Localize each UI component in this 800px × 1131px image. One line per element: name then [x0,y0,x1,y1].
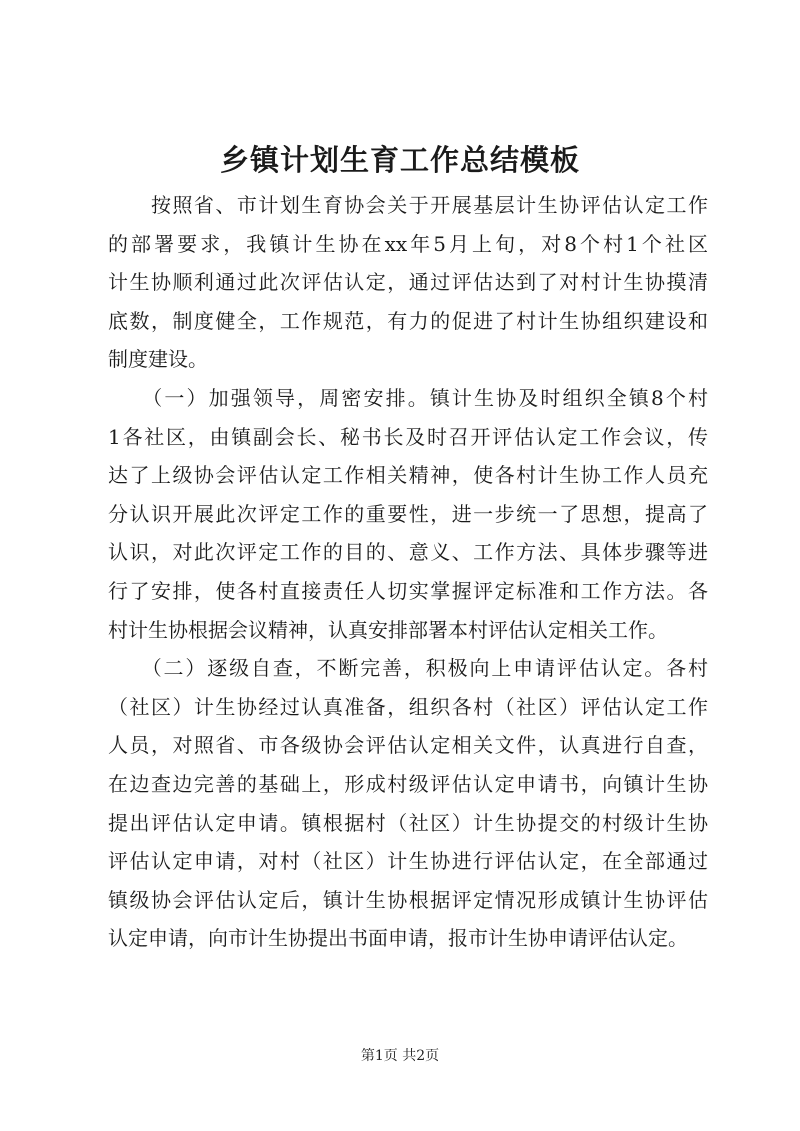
body-line: 提出评估认定申请。镇根据村（社区）计生协提交的村级计生协 [108,810,708,835]
body-line: 在边查边完善的基础上，形成村级评估认定申请书，向镇计生协 [108,771,708,796]
document-body [108,186,708,958]
body-line: 分认识开展此次评定工作的重要性，进一步统一了思想，提高了 [108,501,708,526]
page-number-footer: 第1页 共2页 [360,1048,440,1064]
body-line: （社区）计生协经过认真准备，组织各村（社区）评估认定工作 [108,694,708,719]
body-line: 1各社区，由镇副会长、秘书长及时召开评估认定工作会议，传 [108,424,708,449]
body-line: （二）逐级自查，不断完善，积极向上申请评估认定。各村 [108,656,708,681]
body-line: 认定申请，向市计生协提出书面申请，报市计生协申请评估认定。 [108,926,688,951]
body-line: 制度建设。 [108,347,208,372]
body-line: 计生协顺利通过此次评估认定，通过评估达到了对村计生协摸清 [108,270,708,295]
body-line: 底数，制度健全，工作规范，有力的促进了村计生协组织建设和 [108,308,708,333]
body-line: 评估认定申请，对村（社区）计生协进行评估认定，在全部通过 [108,849,708,874]
body-line: 认识，对此次评定工作的目的、意义、工作方法、具体步骤等进 [108,540,708,565]
body-line: 行了安排，使各村直接责任人切实掌握评定标准和工作方法。各 [108,578,708,603]
body-line: 的部署要求，我镇计生协在xx年5月上旬，对8个村1个社区 [108,231,708,256]
body-line: 达了上级协会评估认定工作相关精神，使各村计生协工作人员充 [108,463,708,488]
body-line: 村计生协根据会议精神，认真安排部署本村评估认定相关工作。 [108,617,668,642]
body-line: 镇级协会评估认定后，镇计生协根据评定情况形成镇计生协评估 [108,887,708,912]
document-title: 乡镇计划生育工作总结模板 [219,143,580,177]
body-line: 人员，对照省、市各级协会评估认定相关文件，认真进行自查， [108,733,708,758]
body-line: （一）加强领导，周密安排。镇计生协及时组织全镇8个村 [108,385,708,410]
body-line: 按照省、市计划生育协会关于开展基层计生协评估认定工作 [108,193,708,217]
